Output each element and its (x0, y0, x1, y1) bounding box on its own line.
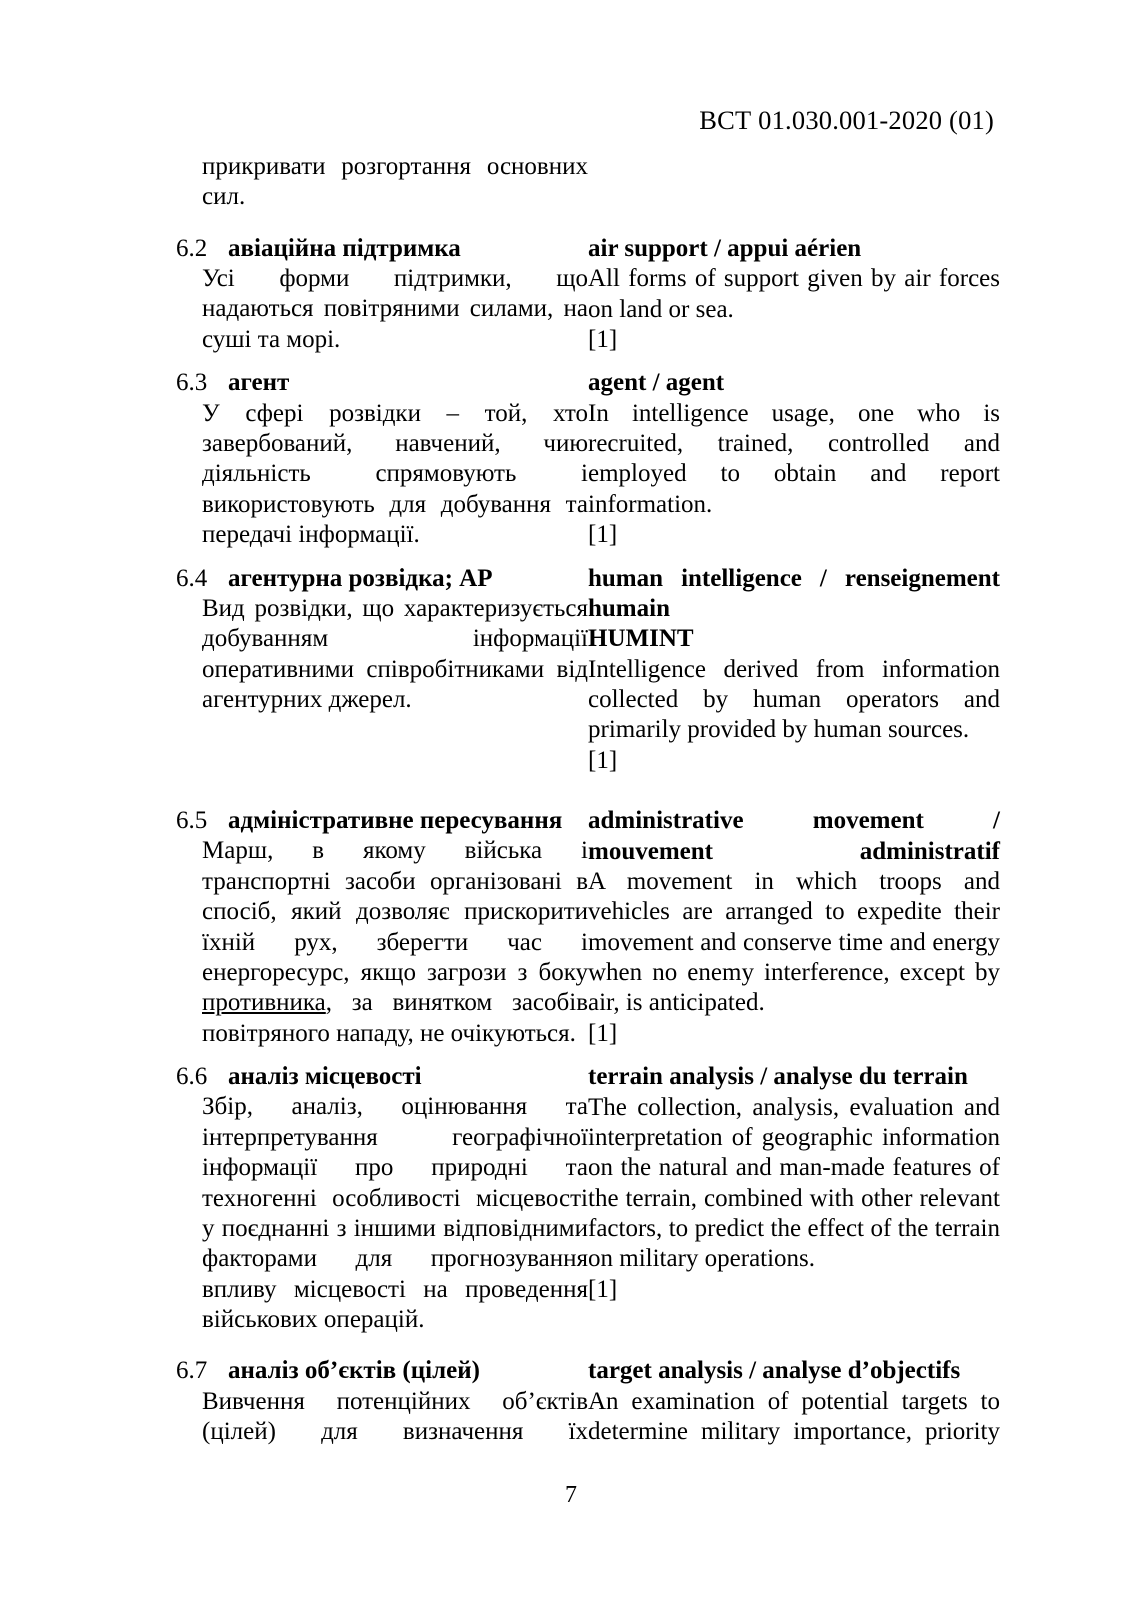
source-reference: [1] (588, 521, 618, 549)
entry-right-column (588, 1062, 1000, 1305)
source-reference: [1] (588, 1275, 618, 1303)
term-heading (176, 564, 570, 594)
definition-uk: Вид розвідки, що характеризується добуванням інформації оперативними співробітниками від агентурних джерел. (202, 594, 588, 713)
cross-reference-link[interactable]: противника (202, 989, 326, 1017)
spacer (176, 213, 1000, 234)
spacer (176, 776, 1000, 806)
spacer (176, 551, 1000, 564)
entry-left-column (176, 1356, 588, 1447)
entry-left-column (176, 368, 588, 550)
entry-number: 6.7 (176, 1357, 208, 1385)
term-en: agent / agent (588, 369, 725, 397)
document-body (176, 152, 1000, 1448)
term-uk: агентурна розвідка; АР (228, 564, 493, 592)
entry-right-column (588, 564, 1000, 777)
definition-en: All forms of support given by air forces on land or sea. (588, 265, 1000, 323)
term-en: target analysis / analyse d’objectifs (588, 1357, 961, 1385)
entry-right-column (588, 1356, 1000, 1447)
term-en: air support / appui aérien (588, 234, 862, 262)
source-reference: [1] (588, 325, 618, 353)
entry-right-column (588, 806, 1000, 1049)
entry-number: 6.5 (176, 807, 208, 835)
term-heading (176, 1356, 570, 1386)
glossary-entry-6-2 (176, 234, 1000, 356)
spacer (176, 1049, 1000, 1062)
term-uk: аналіз місцевості (228, 1063, 422, 1091)
spacer (176, 1335, 1000, 1356)
term-en: administrative movement / mouvement administratif (588, 807, 1000, 865)
entry-left-column (176, 564, 588, 716)
glossary-entry-6-3 (176, 368, 1000, 550)
glossary-entry-6-4 (176, 564, 1000, 777)
glossary-entry-6-5 (176, 806, 1000, 1049)
definition-en: In intelligence usage, one who is recruited, trained, controlled and employed to obtain and report information. (588, 399, 1000, 518)
definition-uk-part1: Марш, в якому війська і транспортні засоби організовані в спосіб, який дозволяє прискорити їхній рух, зберегти час і енергоресурс, якщо загрози з боку (202, 837, 588, 986)
definition-en: A movement in which troops and vehicles are arranged to expedite their movement and conserve time and energy when no enemy interference, except by air, is anticipated. (588, 867, 1000, 1017)
term-en: terrain analysis / analyse du terrain (588, 1063, 968, 1091)
lead-paragraph: прикривати розгортання основних сил. (202, 153, 588, 211)
term-heading (176, 1062, 570, 1092)
term-heading (176, 234, 570, 264)
term-uk: агент (228, 369, 290, 397)
entry-left-column (176, 1062, 588, 1335)
entry-number: 6.4 (176, 564, 208, 592)
definition-uk: Усі форми підтримки, що надаються повітряними силами, на суші та морі. (202, 265, 588, 353)
entry-number: 6.3 (176, 369, 208, 397)
glossary-entry-6-6 (176, 1062, 1000, 1335)
document-header-code: ВСТ 01.030.001-2020 (01) (699, 105, 994, 135)
entry-left-column (176, 234, 588, 355)
entry-right-column (588, 368, 1000, 550)
source-reference: [1] (588, 1019, 618, 1047)
definition-en: Intelligence derived from information collected by human operators and primarily provided by human sources. (588, 655, 1000, 744)
entry-left-column (176, 806, 588, 1049)
term-en: human intelligence / renseignement humain (588, 564, 1000, 622)
source-reference: [1] (588, 746, 618, 774)
definition-en: The collection, analysis, evaluation and interpretation of geographic information on the natural and man-made features of the terrain, combined with other relevant factors, to predict the effect of the terrain on military operations. (588, 1093, 1000, 1273)
term-uk: адміністративне пересування (228, 807, 563, 835)
entry-number: 6.6 (176, 1063, 208, 1091)
term-heading (176, 368, 570, 398)
definition-uk: Збір, аналіз, оцінювання та інтерпретування географічної інформації про природні та техногенні особливості місцевості у поєднанні з іншими відповідними факторами для прогнозування впливу місцевості на проведення військових операцій. (202, 1093, 588, 1333)
spacer (176, 355, 1000, 368)
term-heading (176, 806, 570, 836)
glossary-entry-6-7 (176, 1356, 1000, 1447)
definition-en: An examination of potential targets to determine military importance, priority (588, 1387, 1000, 1446)
entry-right-column (588, 234, 1000, 356)
term-uk: авіаційна підтримка (228, 234, 461, 262)
definition-uk: У сфері розвідки – той, хто завербований, навчений, чию діяльність спрямовують і використовують для добування та передачі інформації. (202, 399, 588, 548)
definition-uk-part2: , за винятком засобів повітряного нападу, не очікуються. (202, 989, 588, 1047)
definition-uk: Вивчення потенційних об’єктів (цілей) для визначення їх (202, 1387, 588, 1445)
definition-uk (202, 836, 588, 1049)
page-number: 7 (565, 1482, 577, 1508)
entry-number: 6.2 (176, 234, 208, 262)
term-uk: аналіз об’єктів (цілей) (228, 1357, 480, 1385)
abbreviation-en: HUMINT (588, 625, 694, 653)
